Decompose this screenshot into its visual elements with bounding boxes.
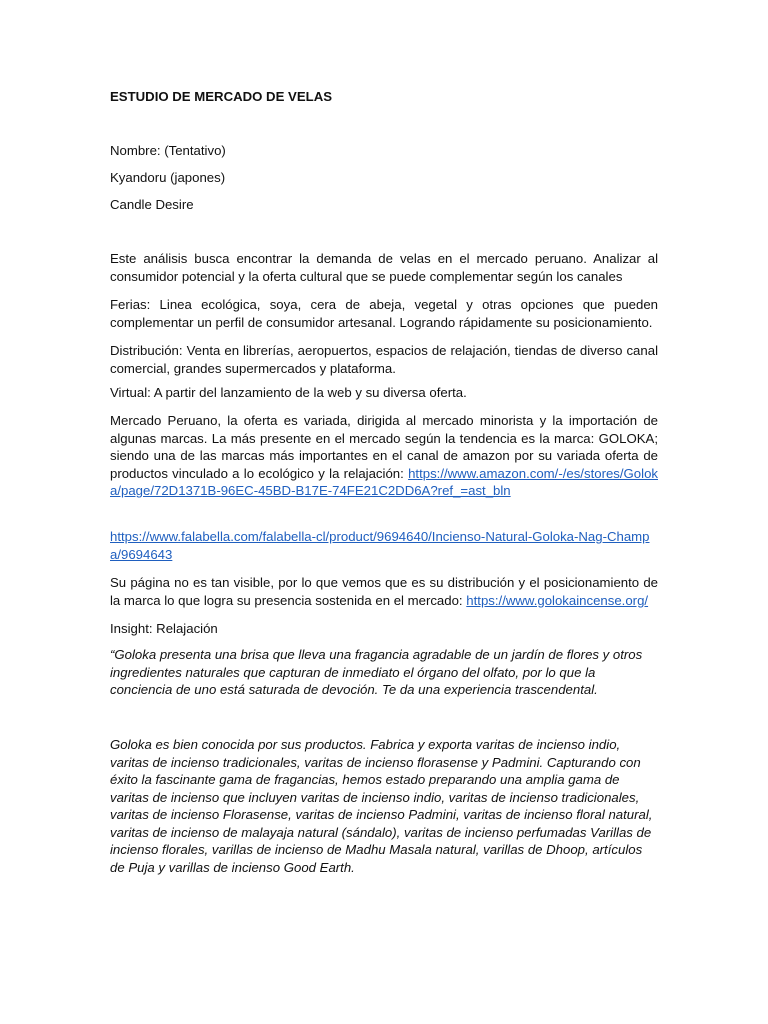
falabella-paragraph	[110, 528, 658, 563]
name-label: Nombre: (Tentativo)	[110, 143, 226, 158]
name-option-1: Kyandoru (japones)	[110, 170, 226, 185]
virtual-paragraph: Virtual: A partir del lanzamiento de la web y su diversa oferta.	[110, 385, 467, 400]
insight-heading: Insight: Relajación	[110, 621, 218, 636]
amazon-link[interactable]: https://www.amazon.com/-/es/stores/Goloka/page/72D1371B-96EC-45BD-B17E-74FE21C2DD6A?ref_=ast_bln	[110, 465, 658, 498]
ferias-paragraph: Ferias: Linea ecológica, soya, cera de abeja, vegetal y otras opciones que pueden complementar un perfil de consumidor artesanal. Logrando rápidamente su posicionamiento.	[110, 297, 658, 330]
quote-paragraph: “Goloka presenta una brisa que lleva una fragancia agradable de un jardín de flores y otros ingredientes naturales que capturan de inmediato el órgano del olfato, por lo que la conciencia de uno está saturada de devoción. Te da una experiencia trascendental.	[110, 647, 643, 697]
mercado-text: Mercado Peruano, la oferta es variada, dirigida al mercado minorista y la importación de algunas marcas. La más presente en el mercado según la tendencia es la marca: GOLOKA; siendo una de las marcas más importantes en el canal de amazon por su variada oferta de productos vinculado a lo ecológico y la relajación:	[110, 413, 658, 481]
pagina-paragraph	[110, 574, 658, 609]
document-page	[110, 0, 658, 1024]
document-title: ESTUDIO DE MERCADO DE VELAS	[110, 89, 333, 104]
goloka-description: Goloka es bien conocida por sus productos. Fabrica y exporta varitas de incienso indio, varitas de incienso tradicionales, varitas de incienso florasense y Padmini. Capturando con éxito la fascinante gama de fragancias, hemos estado preparando una amplia gama de varitas de incienso que incluyen varitas de incienso indio, varitas de incienso tradicionales, varitas de incienso Florasense, varitas de incienso Padmini, varitas de incienso floral natural, varitas de incienso de malayaja natural (sándalo), varitas de incienso perfumadas Varillas de incienso florales, varillas de incienso de Madhu Masala natural, varillas de Dhoop, artículos de Puja y varillas de incienso Good Earth.	[110, 737, 653, 875]
mercado-paragraph	[110, 412, 658, 500]
falabella-link[interactable]: https://www.falabella.com/falabella-cl/product/9694640/Incienso-Natural-Goloka-Nag-Champa/9694643	[110, 529, 650, 562]
goloka-link[interactable]: https://www.golokaincense.org/	[466, 592, 649, 608]
intro-paragraph: Este análisis busca encontrar la demanda de velas en el mercado peruano. Analizar al consumidor potencial y la oferta cultural que se puede complementar según los canales	[110, 251, 658, 284]
name-option-2: Candle Desire	[110, 197, 194, 212]
distribucion-paragraph: Distribución: Venta en librerías, aeropuertos, espacios de relajación, tiendas de diverso canal comercial, grandes supermercados y plataforma.	[110, 343, 658, 376]
pagina-text: Su página no es tan visible, por lo que vemos que es su distribución y el posicionamiento de la marca lo que logra su presencia sostenida en el mercado:	[110, 575, 658, 608]
